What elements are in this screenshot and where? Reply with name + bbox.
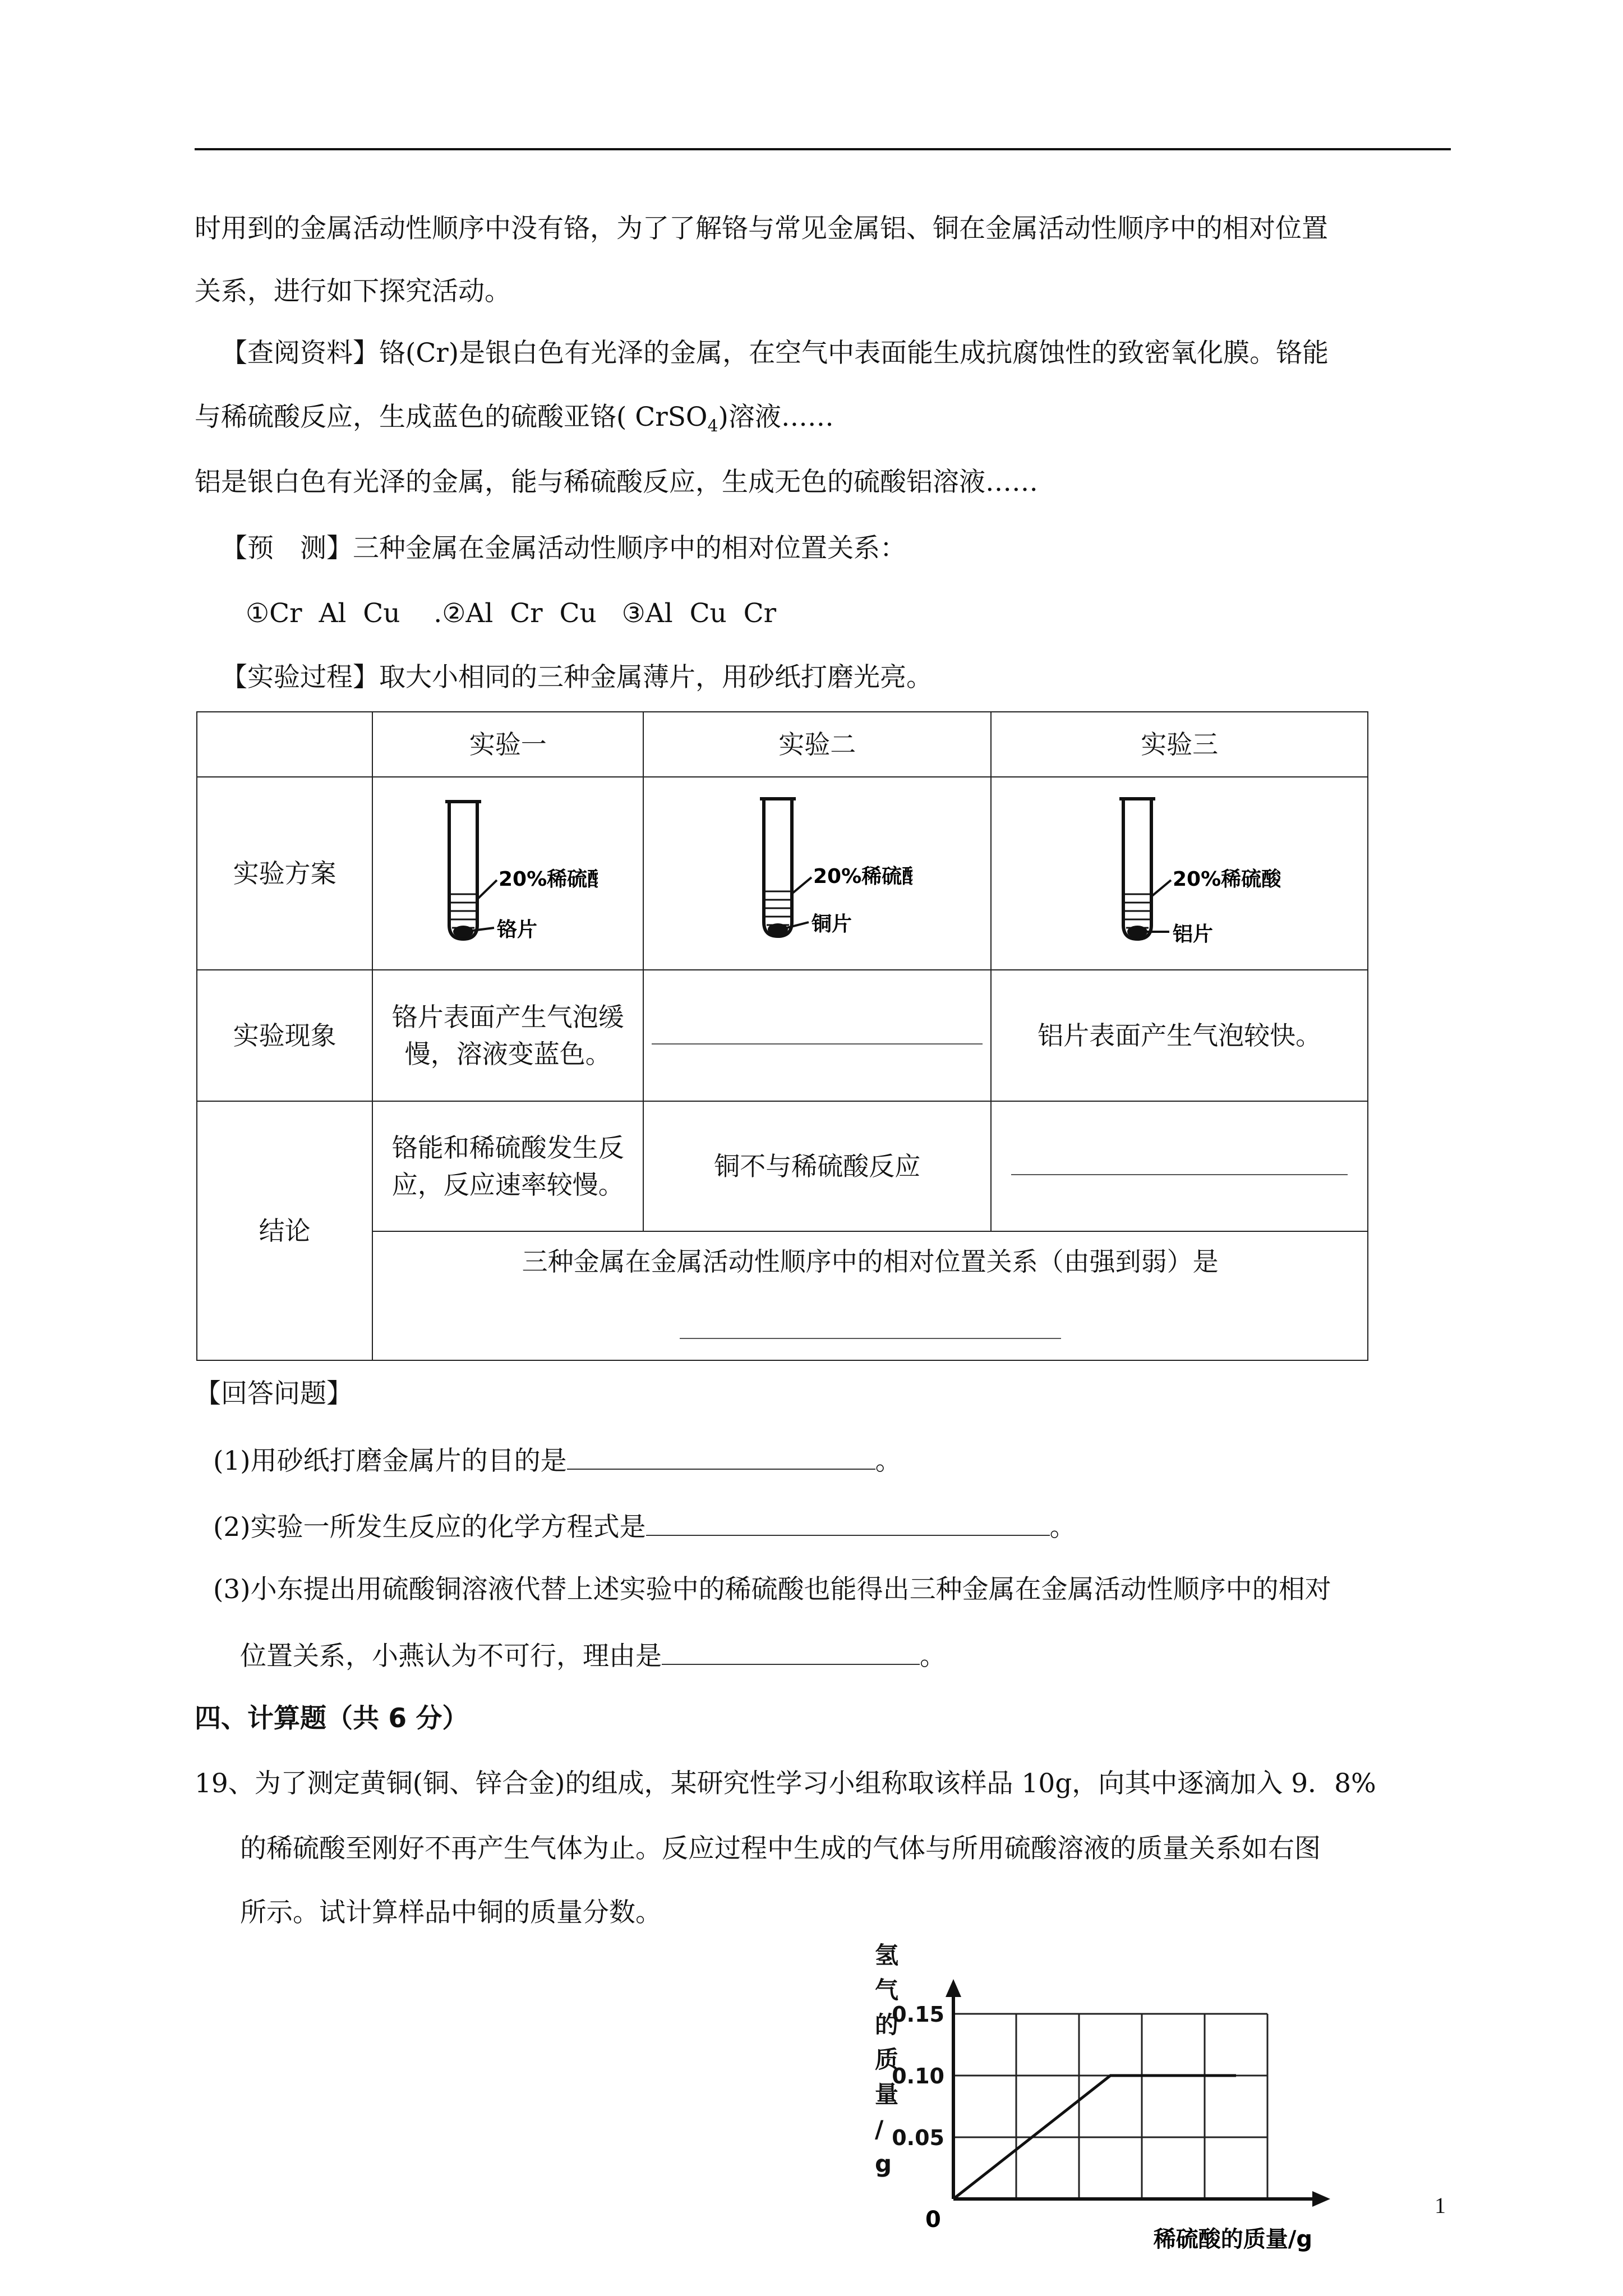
header-exp2: 实验二 [643, 712, 991, 777]
conclusion-exp3-blank[interactable] [991, 1101, 1368, 1231]
answer-blank-q2[interactable] [646, 1508, 1050, 1536]
chart-y-axis-label: 氢气的质量/ g [875, 1941, 899, 2178]
table-corner-cell [197, 712, 372, 777]
question-3-line-1: (3)小东提出用硫酸铜溶液代替上述实验中的稀硫酸也能得出三种金属在金属活动性顺序中的相对 [213, 1574, 1331, 1605]
questions-heading: 【回答问题】 [195, 1378, 353, 1409]
answer-blank-order[interactable] [680, 1337, 1061, 1339]
info-line-2-text: 与稀硫酸反应，生成蓝色的硫酸亚铬( CrSO [195, 402, 708, 432]
table-row-plan [197, 777, 1368, 970]
problem-19-line-2: 的稀硫酸至刚好不再产生气体为止。反应过程中生成的气体与所用硫酸溶液的质量关系如右图 [240, 1833, 1321, 1864]
question-1-text: (1)用砂纸打磨金属片的目的是 [213, 1446, 567, 1476]
metal-label-2: 铜片 [811, 912, 852, 936]
chart-grid [953, 2014, 1267, 2199]
info-line-2 [195, 401, 834, 443]
intro-line-1: 时用到的金属活动性顺序中没有铬，为了了解铬与常见金属铝、铜在金属活动性顺序中的相对位置 [195, 213, 1328, 244]
table-row-phenomenon [197, 970, 1368, 1101]
row-label-conclusion: 结论 [197, 1101, 372, 1360]
process-text: 【实验过程】取大小相同的三种金属薄片，用砂纸打磨光亮。 [221, 662, 933, 693]
conclusion-overall-text: 三种金属在金属活动性顺序中的相对位置关系（由强到弱）是 [522, 1246, 1219, 1277]
tube-cell-3 [991, 777, 1368, 970]
question-3-end: 。 [920, 1641, 946, 1672]
chart-ticks [892, 2002, 944, 2150]
y-tick-label: 0.15 [892, 2002, 944, 2027]
phenomenon-exp1-line1: 铬片表面产生气泡缓 [391, 1002, 624, 1032]
conclusion-exp1-line2: 应，反应速率较慢。 [391, 1170, 624, 1200]
table-row-conclusion-a [197, 1101, 1368, 1231]
row-label-plan: 实验方案 [197, 777, 372, 970]
test-tube-copper-icon [722, 785, 912, 953]
intro-line-2: 关系，进行如下探究活动。 [195, 276, 511, 307]
conclusion-overall [372, 1231, 1368, 1360]
experiment-table [196, 711, 1368, 1361]
answer-blank-phenomenon-2[interactable] [652, 1043, 983, 1045]
info-line-3: 铝是银白色有光泽的金属，能与稀硫酸反应，生成无色的硫酸铝溶液…… [195, 467, 1038, 498]
question-2 [213, 1508, 1076, 1544]
conclusion-exp2: 铜不与稀硫酸反应 [643, 1101, 991, 1231]
conclusion-exp1-line1: 铬能和稀硫酸发生反 [391, 1133, 624, 1163]
question-3-line-2 [240, 1637, 946, 1673]
info-line-1: 【查阅资料】铬(Cr)是银白色有光泽的金属，在空气中表面能生成抗腐蚀性的致密氧化膜。铬能 [221, 338, 1329, 369]
page-number: 1 [1435, 2193, 1446, 2218]
table-row-conclusion-b [197, 1231, 1368, 1360]
acid-label-1: 20%稀硫酸 [498, 867, 598, 891]
question-1-end: 。 [875, 1446, 902, 1476]
tube-cell-2 [643, 777, 991, 970]
question-2-end: 。 [1049, 1512, 1076, 1543]
chart-origin-label: 0 [925, 2207, 941, 2233]
question-3-text: 位置关系，小燕认为不可行，理由是 [240, 1641, 662, 1672]
hydrogen-mass-chart [852, 1941, 1335, 2255]
test-tube-chromium-icon [418, 785, 598, 953]
phenomenon-exp1-line2: 慢，溶液变蓝色。 [404, 1039, 611, 1069]
question-2-text: (2)实验一所发生反应的化学方程式是 [213, 1512, 646, 1543]
question-1 [213, 1442, 902, 1478]
problem-19-line-3: 所示。试计算样品中铜的质量分数。 [240, 1897, 662, 1928]
prediction-heading: 【预 测】三种金属在金属活动性顺序中的相对位置关系： [221, 533, 906, 564]
tube-cell-1 [372, 777, 643, 970]
header-exp1: 实验一 [372, 712, 643, 777]
row-label-phenomenon: 实验现象 [197, 970, 372, 1101]
y-tick-label: 0.05 [892, 2125, 944, 2150]
y-tick-label: 0.10 [892, 2064, 944, 2088]
answer-blank-q1[interactable] [567, 1442, 875, 1470]
metal-label-1: 铬片 [496, 918, 537, 941]
answer-blank-conclusion-3[interactable] [1011, 1174, 1348, 1175]
acid-label-2: 20%稀硫酸 [813, 864, 913, 888]
test-tube-aluminum-icon [1078, 785, 1280, 953]
info-line-2-tail: )溶液…… [718, 402, 834, 432]
header-exp3: 实验三 [991, 712, 1368, 777]
header-rule [195, 148, 1451, 150]
x-axis-arrow [1312, 2191, 1330, 2207]
answer-blank-q3[interactable] [662, 1637, 920, 1665]
metal-label-3: 铝片 [1173, 922, 1214, 946]
prediction-options: ①Cr Al Cu .②Al Cr Cu ③Al Cu Cr [246, 598, 777, 629]
phenomenon-exp1 [372, 970, 643, 1101]
table-header-row [197, 712, 1368, 777]
phenomenon-exp3: 铝片表面产生气泡较快。 [991, 970, 1368, 1101]
phenomenon-exp2-blank[interactable] [643, 970, 991, 1101]
acid-label-3: 20%稀硫酸 [1173, 867, 1281, 891]
y-axis-arrow [946, 1979, 961, 1997]
chart-x-axis-label: 稀硫酸的质量/g [1153, 2226, 1312, 2252]
section-4-heading: 四、计算题（共 6 分） [195, 1703, 469, 1734]
conclusion-exp1 [372, 1101, 643, 1231]
sulfate-subscript: 4 [707, 416, 718, 436]
problem-19-line-1: 19、为了测定黄铜(铜、锌合金)的组成，某研究性学习小组称取该样品 10g，向其中逐滴加入 9．8% [195, 1768, 1376, 1799]
